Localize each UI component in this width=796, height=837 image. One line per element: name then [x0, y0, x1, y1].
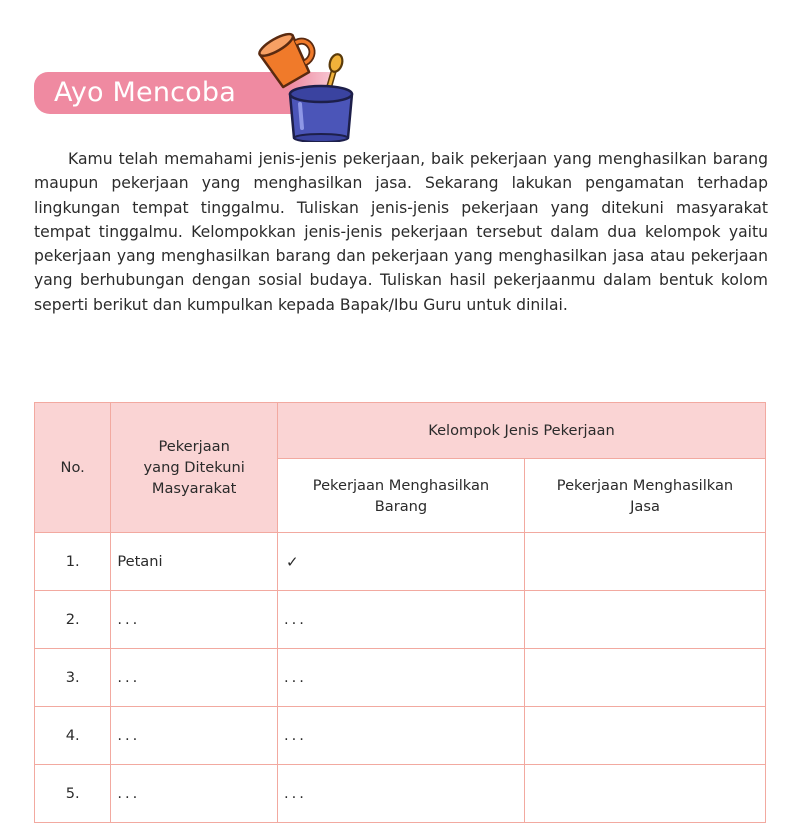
- activity-title: Ayo Mencoba: [54, 77, 236, 108]
- header-goods: Pekerjaan Menghasilkan Barang: [277, 459, 524, 533]
- table-row: [35, 765, 766, 823]
- row-services: [524, 649, 765, 707]
- row-number: 1.: [35, 533, 111, 591]
- row-goods: ...: [277, 649, 524, 707]
- header-job: Pekerjaan yang Ditekuni Masyarakat: [111, 403, 278, 533]
- row-goods: ...: [277, 707, 524, 765]
- table-row: [35, 649, 766, 707]
- row-job: Petani: [111, 533, 278, 591]
- blue-mug-icon: [290, 86, 352, 142]
- row-number: 4.: [35, 707, 111, 765]
- orange-cup-icon: [257, 25, 322, 89]
- job-classification-table: [34, 402, 766, 823]
- row-services: [524, 765, 765, 823]
- row-services: [524, 707, 765, 765]
- row-job: ...: [111, 591, 278, 649]
- instructions-paragraph: Kamu telah memahami jenis-jenis pekerjaan, baik pekerjaan yang menghasilkan barang maupun pekerjaan yang menghasilkan jasa. Sekarang lakukan pengamatan terhadap lingkungan tempat tinggalmu. Tuliskan jenis-jenis pekerjaan yang ditekuni masyarakat tempat tinggalmu. Kelompokkan jenis-jenis pekerjaan tersebut dalam dua kelompok yaitu pekerjaan yang menghasilkan barang dan pekerjaan yang menghasilkan jasa atau pekerjaan yang berhubungan dengan sosial budaya. Tuliskan hasil pekerjaanmu dalam bentuk kolom seperti berikut dan kumpulkan kepada Bapak/Ibu Guru untuk dinilai.: [34, 150, 768, 314]
- row-services: [524, 533, 765, 591]
- row-job: ...: [111, 649, 278, 707]
- row-job: ...: [111, 765, 278, 823]
- row-goods: ...: [277, 765, 524, 823]
- mug-illustration: [248, 20, 358, 142]
- table-row: [35, 591, 766, 649]
- row-goods: ...: [277, 591, 524, 649]
- row-services: [524, 591, 765, 649]
- table-row: [35, 707, 766, 765]
- header-job-group: Kelompok Jenis Pekerjaan: [277, 403, 765, 459]
- row-number: 5.: [35, 765, 111, 823]
- header-services: Pekerjaan Menghasilkan Jasa: [524, 459, 765, 533]
- header-no: No.: [35, 403, 111, 533]
- checkmark-icon: ✓: [277, 533, 524, 591]
- row-number: 3.: [35, 649, 111, 707]
- table-row: [35, 533, 766, 591]
- row-job: ...: [111, 707, 278, 765]
- row-number: 2.: [35, 591, 111, 649]
